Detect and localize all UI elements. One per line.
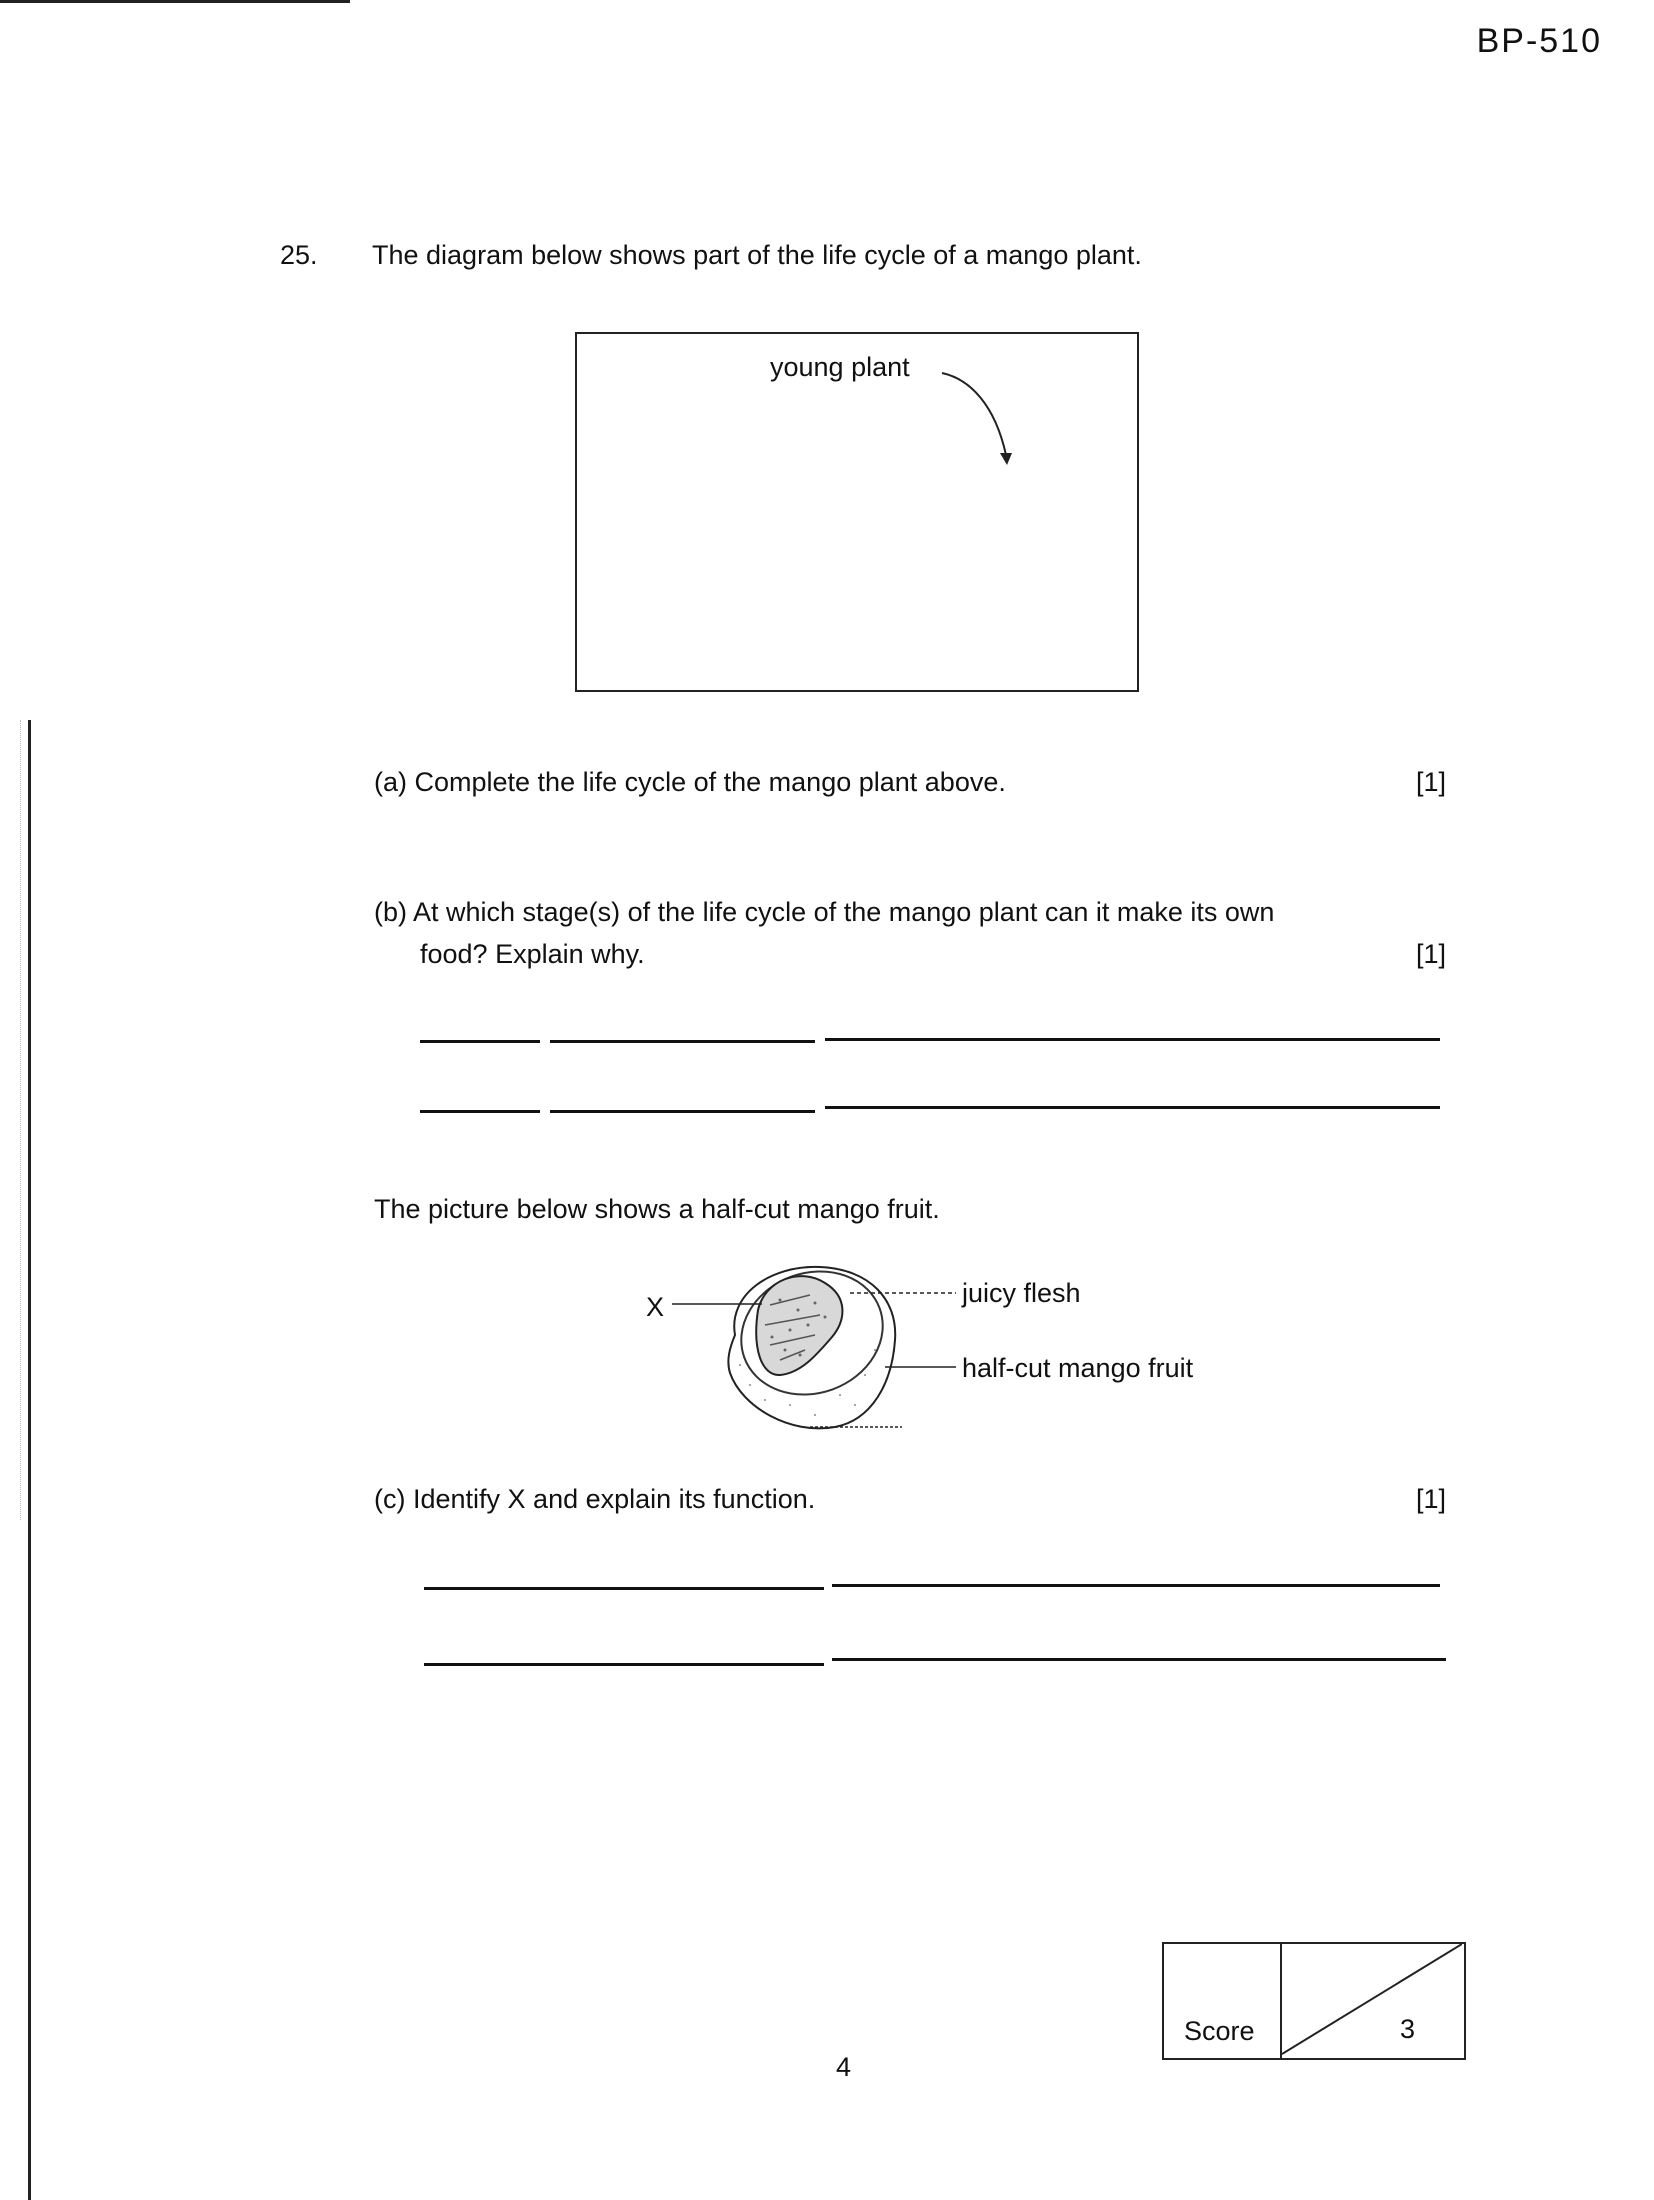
page-number: 4 [836,2052,852,2082]
score-total: 3 [1400,2014,1416,2044]
answer-line-b1-seg3[interactable] [825,1038,1440,1041]
curved-arrow-icon [940,365,1020,475]
question-stem: The diagram below shows part of the life cycle of a mango plant. [372,240,1142,270]
part-a-mark: [1] [1415,767,1446,797]
picture-intro: The picture below shows a half-cut mango fruit. [374,1194,940,1224]
young-plant-label: young plant [770,352,910,382]
answer-line-b2-seg1[interactable] [420,1110,540,1113]
left-margin-dots [20,720,21,1520]
paper-code: BP-510 [1476,22,1602,60]
answer-line-b2-seg2[interactable] [550,1110,815,1113]
question-number: 25. [280,240,318,270]
label-half-cut-fruit: half-cut mango fruit [962,1353,1194,1383]
answer-line-c1-seg2[interactable] [832,1584,1440,1587]
mango-fruit-illustration [640,1255,1240,1440]
part-c-mark: [1] [1415,1484,1446,1514]
part-b-line-2: food? Explain why. [420,939,645,969]
answer-line-b2-seg3[interactable] [825,1106,1440,1109]
answer-line-b1-seg2[interactable] [550,1040,815,1043]
part-b-line-1: (b) At which stage(s) of the life cycle of the mango plant can it make its own [374,897,1275,927]
part-c-text: (c) Identify X and explain its function. [374,1484,816,1514]
top-rule [0,0,350,3]
answer-line-c2-seg2[interactable] [832,1658,1446,1661]
label-x: X [646,1292,665,1322]
score-label: Score [1184,2016,1255,2046]
answer-line-c2-seg1[interactable] [424,1663,824,1666]
part-a-text: (a) Complete the life cycle of the mango plant above. [374,767,1006,797]
label-juicy-flesh: juicy flesh [962,1278,1081,1308]
part-b-mark: [1] [1415,939,1446,969]
life-cycle-diagram-box[interactable] [575,332,1139,692]
score-diagonal [1282,1944,1462,2056]
answer-line-b1-seg1[interactable] [420,1040,540,1043]
answer-line-c1-seg1[interactable] [424,1587,824,1590]
left-margin-rule [28,720,31,2200]
